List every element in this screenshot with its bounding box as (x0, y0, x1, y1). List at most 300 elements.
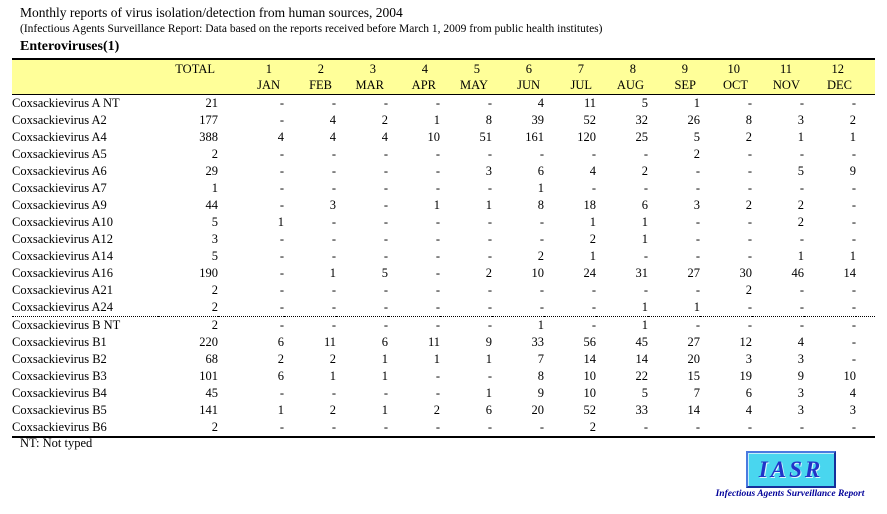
month-value-cell: - (435, 215, 440, 229)
month-value-cell: - (487, 96, 492, 110)
month-value-cell: - (435, 147, 440, 161)
total-value-cell: 21 (205, 96, 218, 110)
right-spacer-cell (856, 180, 875, 197)
virus-name-cell: Coxsackievirus B NT (12, 317, 158, 335)
month-number-label: 7 (577, 62, 584, 76)
month-value-cell: - (435, 232, 440, 246)
month-value-cell: - (331, 96, 336, 110)
month-header-feb (284, 59, 336, 95)
month-value-cell: 33 (531, 335, 544, 349)
month-value-cell: - (331, 164, 336, 178)
month-value-cell: - (487, 147, 492, 161)
month-value-cell: - (487, 215, 492, 229)
month-name-label: DEC (827, 78, 852, 92)
total-value-cell: 220 (199, 335, 218, 349)
month-value-cell: - (851, 283, 856, 297)
month-value-cell: - (331, 215, 336, 229)
month-value-cell: 1 (693, 96, 700, 110)
month-value-cell: 2 (589, 420, 596, 434)
month-value-cell: 1 (596, 317, 648, 335)
month-value-cell: - (487, 300, 492, 314)
month-value-cell: 6 (277, 369, 284, 383)
total-value-cell: 2 (211, 147, 218, 161)
virus-name-cell: Coxsackievirus A10 (12, 215, 114, 229)
month-value-cell: 20 (687, 352, 700, 366)
table-row (12, 282, 875, 299)
total-value-cell: 3 (211, 232, 218, 246)
right-spacer-cell (856, 129, 875, 146)
month-value-cell: 4 (537, 96, 544, 110)
month-value-cell: 12 (739, 335, 752, 349)
total-value-cell: 190 (199, 266, 218, 280)
right-spacer-cell (856, 265, 875, 282)
month-value-cell: 3 (329, 198, 336, 212)
month-number-label: 3 (369, 62, 376, 76)
month-name-label: NOV (772, 78, 800, 92)
total-value-cell: 5 (211, 249, 218, 263)
month-value-cell: 45 (635, 335, 648, 349)
month-value-cell: 2 (797, 215, 804, 229)
total-value-cell: 68 (205, 352, 218, 366)
month-value-cell: 1 (381, 369, 388, 383)
month-value-cell: 4 (381, 130, 388, 144)
month-value-cell: 1 (277, 403, 284, 417)
right-spacer-cell (856, 95, 875, 113)
right-spacer-cell (856, 351, 875, 368)
month-value-cell: 10 (583, 369, 596, 383)
month-value-cell: 4 (329, 130, 336, 144)
month-value-cell: 5 (641, 96, 648, 110)
month-number-label: 5 (473, 62, 480, 76)
month-value-cell: 1 (381, 352, 388, 366)
month-value-cell: - (851, 147, 856, 161)
month-value-cell: 20 (531, 403, 544, 417)
month-value-cell: - (279, 420, 284, 434)
month-value-cell: - (284, 317, 336, 335)
month-number-label: 10 (727, 62, 740, 76)
table-row (12, 299, 875, 317)
month-value-cell: - (799, 283, 804, 297)
virus-name-cell: Coxsackievirus A9 (12, 198, 107, 212)
month-header-oct (700, 59, 752, 95)
month-value-cell: - (388, 317, 440, 335)
month-header-jun (492, 59, 544, 95)
month-value-cell: - (799, 147, 804, 161)
month-header-may (440, 59, 492, 95)
table-row (12, 146, 875, 163)
virus-name-cell: Coxsackievirus B5 (12, 403, 107, 417)
month-header-aug (596, 59, 648, 95)
month-value-cell: 1 (381, 403, 388, 417)
right-spacer-cell (856, 248, 875, 265)
virus-name-cell: Coxsackievirus A7 (12, 181, 107, 195)
month-value-cell: 46 (791, 266, 804, 280)
month-value-cell: 6 (485, 403, 492, 417)
month-value-cell: - (279, 386, 284, 400)
month-value-cell: 1 (641, 300, 648, 314)
total-value-cell: 141 (199, 403, 218, 417)
month-value-cell: 51 (479, 130, 492, 144)
month-value-cell: - (487, 283, 492, 297)
month-value-cell: 14 (635, 352, 648, 366)
table-row (12, 129, 875, 146)
month-value-cell: - (799, 300, 804, 314)
month-value-cell: 1 (329, 369, 336, 383)
month-value-cell: 1 (797, 130, 804, 144)
month-value-cell: - (747, 249, 752, 263)
total-value-cell: 1 (211, 181, 218, 195)
month-value-cell: - (799, 232, 804, 246)
month-number-label: 6 (525, 62, 532, 76)
table-row (12, 334, 875, 351)
month-value-cell: - (747, 181, 752, 195)
table-row (12, 231, 875, 248)
report-title: Monthly reports of virus isolation/detection from human sources, 2004 (20, 5, 403, 20)
month-value-cell: - (331, 386, 336, 400)
month-value-cell: 14 (583, 352, 596, 366)
month-value-cell: 10 (427, 130, 440, 144)
month-header-apr (388, 59, 440, 95)
total-value-cell: 177 (199, 113, 218, 127)
month-value-cell: 2 (329, 352, 336, 366)
month-value-cell: - (695, 283, 700, 297)
month-value-cell: - (851, 335, 856, 349)
month-value-cell: - (747, 96, 752, 110)
month-value-cell: 4 (797, 335, 804, 349)
month-value-cell: 3 (797, 352, 804, 366)
month-value-cell: 5 (797, 164, 804, 178)
month-value-cell: - (851, 96, 856, 110)
month-value-cell: 2 (537, 249, 544, 263)
month-value-cell: - (331, 283, 336, 297)
month-value-cell: - (383, 198, 388, 212)
month-value-cell: - (435, 420, 440, 434)
month-value-cell: - (279, 198, 284, 212)
month-value-cell: - (336, 317, 388, 335)
month-value-cell: - (695, 164, 700, 178)
month-value-cell: 3 (745, 352, 752, 366)
month-value-cell: - (435, 249, 440, 263)
month-name-label: JUL (570, 78, 592, 92)
month-value-cell: - (851, 198, 856, 212)
month-value-cell: - (804, 317, 856, 335)
month-value-cell: - (695, 215, 700, 229)
month-value-cell: - (279, 249, 284, 263)
month-value-cell: - (279, 181, 284, 195)
table-row (12, 317, 875, 335)
month-value-cell: 14 (843, 266, 856, 280)
month-value-cell: - (643, 147, 648, 161)
month-value-cell: - (383, 232, 388, 246)
virus-name-cell: Coxsackievirus A21 (12, 283, 114, 297)
total-value-cell: 388 (199, 130, 218, 144)
month-value-cell: 4 (849, 386, 856, 400)
month-value-cell: - (487, 249, 492, 263)
month-value-cell: 2 (433, 403, 440, 417)
month-value-cell: - (591, 283, 596, 297)
month-value-cell: 32 (635, 113, 648, 127)
table-row (12, 402, 875, 419)
month-header-sep (648, 59, 700, 95)
month-value-cell: 2 (797, 198, 804, 212)
month-value-cell: - (440, 317, 492, 335)
total-value-cell: 2 (211, 300, 218, 314)
right-spacer-cell (856, 317, 875, 335)
month-value-cell: - (799, 181, 804, 195)
virus-name-cell: Coxsackievirus B2 (12, 352, 107, 366)
month-value-cell: 6 (641, 198, 648, 212)
month-value-cell: 11 (323, 335, 336, 349)
right-spacer-cell (856, 282, 875, 299)
month-value-cell: - (539, 147, 544, 161)
month-value-cell: 3 (849, 403, 856, 417)
month-value-cell: 8 (485, 113, 492, 127)
month-value-cell: - (383, 283, 388, 297)
month-value-cell: 1 (797, 249, 804, 263)
month-value-cell: 27 (687, 266, 700, 280)
right-spacer-cell (856, 197, 875, 214)
month-value-cell: - (539, 215, 544, 229)
month-value-cell: - (851, 352, 856, 366)
virus-name-cell: Coxsackievirus A24 (12, 300, 114, 314)
month-value-cell: 4 (589, 164, 596, 178)
month-value-cell: 3 (797, 386, 804, 400)
month-value-cell: - (279, 232, 284, 246)
month-value-cell: 1 (492, 317, 544, 335)
virus-name-cell: Coxsackievirus A4 (12, 130, 107, 144)
month-name-label: FEB (309, 78, 332, 92)
corner-header-cell (12, 59, 158, 95)
virus-name-cell: Coxsackievirus B3 (12, 369, 107, 383)
right-spacer-cell (856, 419, 875, 437)
month-value-cell: 1 (485, 198, 492, 212)
month-value-cell: 120 (577, 130, 596, 144)
month-value-cell: 39 (531, 113, 544, 127)
month-value-cell: - (279, 164, 284, 178)
month-value-cell: - (747, 147, 752, 161)
month-value-cell: - (383, 215, 388, 229)
month-value-cell: 5 (641, 386, 648, 400)
month-value-cell: 9 (849, 164, 856, 178)
month-value-cell: - (279, 96, 284, 110)
month-value-cell: 3 (485, 164, 492, 178)
month-value-cell: - (383, 181, 388, 195)
month-value-cell: 5 (693, 130, 700, 144)
month-value-cell: 5 (381, 266, 388, 280)
right-spacer-header-cell (856, 59, 875, 95)
month-value-cell: - (643, 420, 648, 434)
month-value-cell: 1 (641, 215, 648, 229)
total-value-cell: 101 (199, 369, 218, 383)
month-value-cell: 8 (745, 113, 752, 127)
iasr-logo[interactable] (746, 451, 836, 488)
month-name-label: APR (411, 78, 436, 92)
month-value-cell: 9 (797, 369, 804, 383)
month-value-cell: 27 (687, 335, 700, 349)
month-value-cell: 2 (745, 130, 752, 144)
month-value-cell: 6 (745, 386, 752, 400)
month-value-cell: 1 (589, 215, 596, 229)
month-value-cell: 2 (641, 164, 648, 178)
month-value-cell: - (747, 215, 752, 229)
month-number-label: 4 (421, 62, 428, 76)
virus-table-wrap (12, 58, 875, 438)
table-row (12, 385, 875, 402)
month-value-cell: 18 (583, 198, 596, 212)
virus-table-body (12, 95, 875, 438)
month-value-cell: - (331, 181, 336, 195)
month-value-cell: 52 (583, 403, 596, 417)
month-value-cell: 25 (635, 130, 648, 144)
month-value-cell: - (695, 181, 700, 195)
virus-name-cell: Coxsackievirus A5 (12, 147, 107, 161)
table-row (12, 265, 875, 282)
month-value-cell: 1 (433, 198, 440, 212)
month-value-cell: 6 (537, 164, 544, 178)
month-value-cell: - (643, 283, 648, 297)
month-value-cell: - (279, 147, 284, 161)
month-value-cell: 1 (433, 113, 440, 127)
month-value-cell: 6 (277, 335, 284, 349)
month-value-cell: - (851, 300, 856, 314)
table-row (12, 214, 875, 231)
month-value-cell: 2 (329, 403, 336, 417)
month-value-cell: - (700, 317, 752, 335)
month-name-label: MAY (459, 78, 488, 92)
month-value-cell: - (279, 113, 284, 127)
month-value-cell: 26 (687, 113, 700, 127)
month-value-cell: 2 (277, 352, 284, 366)
month-value-cell: 2 (381, 113, 388, 127)
month-value-cell: - (331, 147, 336, 161)
month-value-cell: 31 (635, 266, 648, 280)
month-number-label: 11 (779, 62, 792, 76)
month-value-cell: - (331, 300, 336, 314)
month-value-cell: - (648, 317, 700, 335)
virus-name-cell: Coxsackievirus A NT (12, 96, 120, 110)
month-value-cell: 14 (687, 403, 700, 417)
month-value-cell: 1 (641, 232, 648, 246)
total-value-cell: 29 (205, 164, 218, 178)
month-value-cell: - (799, 96, 804, 110)
iasr-logo-caption[interactable]: Infectious Agents Surveillance Report (715, 489, 865, 499)
month-header-jul (544, 59, 596, 95)
month-value-cell: - (331, 232, 336, 246)
month-value-cell: - (435, 369, 440, 383)
month-header-mar (336, 59, 388, 95)
month-value-cell: 1 (537, 181, 544, 195)
month-name-label: JAN (257, 78, 280, 92)
right-spacer-cell (856, 112, 875, 129)
right-spacer-cell (856, 146, 875, 163)
right-spacer-cell (856, 163, 875, 180)
table-row (12, 112, 875, 129)
month-value-cell: 9 (537, 386, 544, 400)
month-value-cell: - (591, 181, 596, 195)
month-value-cell: 1 (277, 215, 284, 229)
month-value-cell: 3 (797, 113, 804, 127)
month-number-label: 12 (831, 62, 844, 76)
month-value-cell: 2 (485, 266, 492, 280)
month-value-cell: - (544, 317, 596, 335)
virus-name-cell: Coxsackievirus A6 (12, 164, 107, 178)
month-value-cell: 1 (849, 249, 856, 263)
right-spacer-cell (856, 231, 875, 248)
month-value-cell: - (435, 266, 440, 280)
month-value-cell: 52 (583, 113, 596, 127)
month-value-cell: 10 (531, 266, 544, 280)
month-value-cell: - (331, 420, 336, 434)
month-value-cell: - (435, 300, 440, 314)
month-header-dec (804, 59, 856, 95)
table-row (12, 197, 875, 214)
month-value-cell: 1 (433, 352, 440, 366)
month-value-cell: - (851, 181, 856, 195)
month-value-cell: 9 (485, 335, 492, 349)
virus-table (12, 58, 875, 438)
right-spacer-cell (856, 402, 875, 419)
month-value-cell: - (643, 249, 648, 263)
month-value-cell: 56 (583, 335, 596, 349)
month-value-cell: 1 (849, 130, 856, 144)
virus-name-cell: Coxsackievirus A2 (12, 113, 107, 127)
month-value-cell: - (487, 181, 492, 195)
table-row (12, 248, 875, 265)
month-value-cell: 2 (589, 232, 596, 246)
total-value-cell: 5 (211, 215, 218, 229)
month-value-cell: 1 (329, 266, 336, 280)
month-value-cell: - (591, 147, 596, 161)
month-value-cell: - (695, 420, 700, 434)
table-row (12, 368, 875, 385)
virus-name-cell: Coxsackievirus B6 (12, 420, 107, 434)
table-row (12, 419, 875, 437)
section-heading: Enteroviruses(1) (20, 39, 120, 54)
month-value-cell: 6 (381, 335, 388, 349)
month-value-cell: 2 (745, 198, 752, 212)
month-value-cell: - (747, 164, 752, 178)
right-spacer-cell (856, 214, 875, 231)
month-value-cell: 2 (745, 283, 752, 297)
report-subtitle: (Infectious Agents Surveillance Report: Data based on the reports received before March 1, 2009 from public health institutes) (20, 23, 603, 35)
month-value-cell: 1 (485, 386, 492, 400)
month-value-cell: 7 (537, 352, 544, 366)
month-value-cell: 10 (843, 369, 856, 383)
month-number-label: 2 (317, 62, 324, 76)
month-value-cell: - (487, 369, 492, 383)
month-name-label: SEP (674, 78, 696, 92)
month-value-cell: 4 (745, 403, 752, 417)
month-name-label: JUN (517, 78, 540, 92)
month-value-cell: - (331, 249, 336, 263)
month-value-cell: - (695, 232, 700, 246)
month-value-cell: - (435, 283, 440, 297)
total-value-cell: 2 (158, 317, 218, 335)
month-value-cell: 4 (277, 130, 284, 144)
month-name-label: MAR (355, 78, 384, 92)
month-value-cell: 161 (525, 130, 544, 144)
month-value-cell: - (383, 300, 388, 314)
month-value-cell: 8 (537, 369, 544, 383)
month-value-cell: 3 (797, 403, 804, 417)
right-spacer-cell (856, 385, 875, 402)
month-value-cell: 24 (583, 266, 596, 280)
month-value-cell: 11 (427, 335, 440, 349)
total-header-spacer (158, 77, 218, 93)
month-value-cell: - (747, 420, 752, 434)
month-value-cell: - (695, 249, 700, 263)
month-value-cell: - (747, 300, 752, 314)
